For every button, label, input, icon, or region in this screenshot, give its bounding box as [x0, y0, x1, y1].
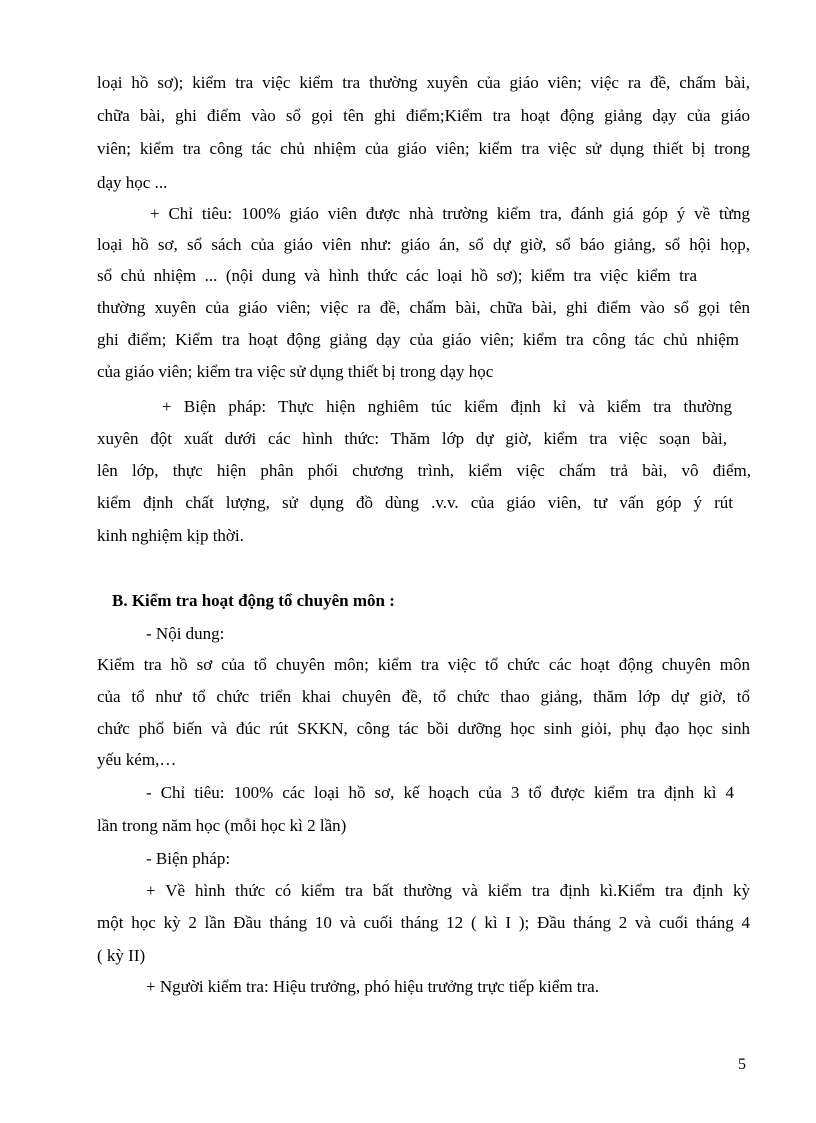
noi-dung-line-2: của tổ như tổ chức triển khai chuyên đề, tổ chức thao giảng, thăm lớp dự giờ, tổ	[97, 687, 750, 706]
nguoi-kiem-tra-line: + Người kiểm tra: Hiệu trưởng, phó hiệu trưởng trực tiếp kiểm tra.	[146, 977, 599, 996]
hinh-thuc-line-1: + Về hình thức có kiểm tra bất thường và kiểm tra định kì.Kiểm tra định kỳ	[146, 881, 750, 900]
noi-dung-label: - Nội dung:	[146, 624, 225, 643]
bien-phap-1-line-5: kinh nghiệm kịp thời.	[97, 526, 244, 545]
page-number: 5	[738, 1056, 746, 1073]
paragraph-1-line-3: viên; kiểm tra công tác chủ nhiệm của giáo viên; kiểm tra việc sử dụng thiết bị trong	[97, 139, 750, 158]
section-b-heading: B. Kiểm tra hoạt động tổ chuyên môn :	[112, 591, 395, 610]
chi-tieu-1-line-3: sổ chủ nhiệm ... (nội dung và hình thức các loại hồ sơ); kiểm tra việc kiểm tra	[97, 266, 697, 285]
paragraph-1-line-2: chữa bài, ghi điểm vào sổ gọi tên ghi điểm;Kiểm tra hoạt động giảng dạy của giáo	[97, 106, 750, 125]
noi-dung-line-3: chức phổ biến và đúc rút SKKN, công tác bồi dưỡng học sinh giỏi, phụ đạo học sinh	[97, 719, 750, 738]
chi-tieu-b-line-2: lần trong năm học (mỗi học kì 2 lần)	[97, 816, 347, 835]
noi-dung-line-4: yếu kém,…	[97, 750, 177, 769]
bien-phap-b-label: - Biện pháp:	[146, 849, 231, 868]
chi-tieu-1-line-5: ghi điểm; Kiểm tra hoạt động giảng dạy của giáo viên; kiểm tra công tác chủ nhiệm	[97, 330, 739, 349]
paragraph-1-line-4: dạy học ...	[97, 173, 168, 192]
chi-tieu-1-line-2: loại hồ sơ, sổ sách của giáo viên như: giáo án, sổ dự giờ, sổ báo giảng, sổ hội họp,	[97, 235, 750, 254]
bien-phap-1-line-1: + Biện pháp: Thực hiện nghiêm túc kiểm định kỉ và kiểm tra thường	[162, 397, 732, 416]
chi-tieu-1-line-4: thường xuyên của giáo viên; việc ra đề, chấm bài, chữa bài, ghi điểm vào sổ gọi tên	[97, 298, 750, 317]
noi-dung-line-1: Kiểm tra hồ sơ của tổ chuyên môn; kiểm tra việc tổ chức các hoạt động chuyên môn	[97, 655, 750, 674]
bien-phap-1-line-2: xuyên đột xuất dưới các hình thức: Thăm lớp dự giờ, kiểm tra việc soạn bài,	[97, 429, 727, 448]
hinh-thuc-line-3: ( kỳ II)	[97, 946, 146, 965]
bien-phap-1-line-3: lên lớp, thực hiện phân phối chương trình, kiểm việc chấm trả bài, vô điểm,	[97, 461, 751, 480]
paragraph-1-line-1: loại hồ sơ); kiểm tra việc kiểm tra thường xuyên của giáo viên; việc ra đề, chấm bài,	[97, 73, 750, 92]
hinh-thuc-line-2: một học kỳ 2 lần Đầu tháng 10 và cuối tháng 12 ( kì I ); Đầu tháng 2 và cuối tháng 4	[97, 913, 750, 932]
chi-tieu-b-line-1: - Chỉ tiêu: 100% các loại hồ sơ, kế hoạch của 3 tổ được kiểm tra định kì 4	[146, 783, 734, 802]
bien-phap-1-line-4: kiểm định chất lượng, sử dụng đồ dùng .v.v. của giáo viên, tư vấn góp ý rút	[97, 493, 733, 512]
chi-tieu-1-line-6: của giáo viên; kiểm tra việc sử dụng thiết bị trong dạy học	[97, 362, 494, 381]
chi-tieu-1-line-1: + Chỉ tiêu: 100% giáo viên được nhà trường kiểm tra, đánh giá góp ý về từng	[150, 204, 750, 223]
